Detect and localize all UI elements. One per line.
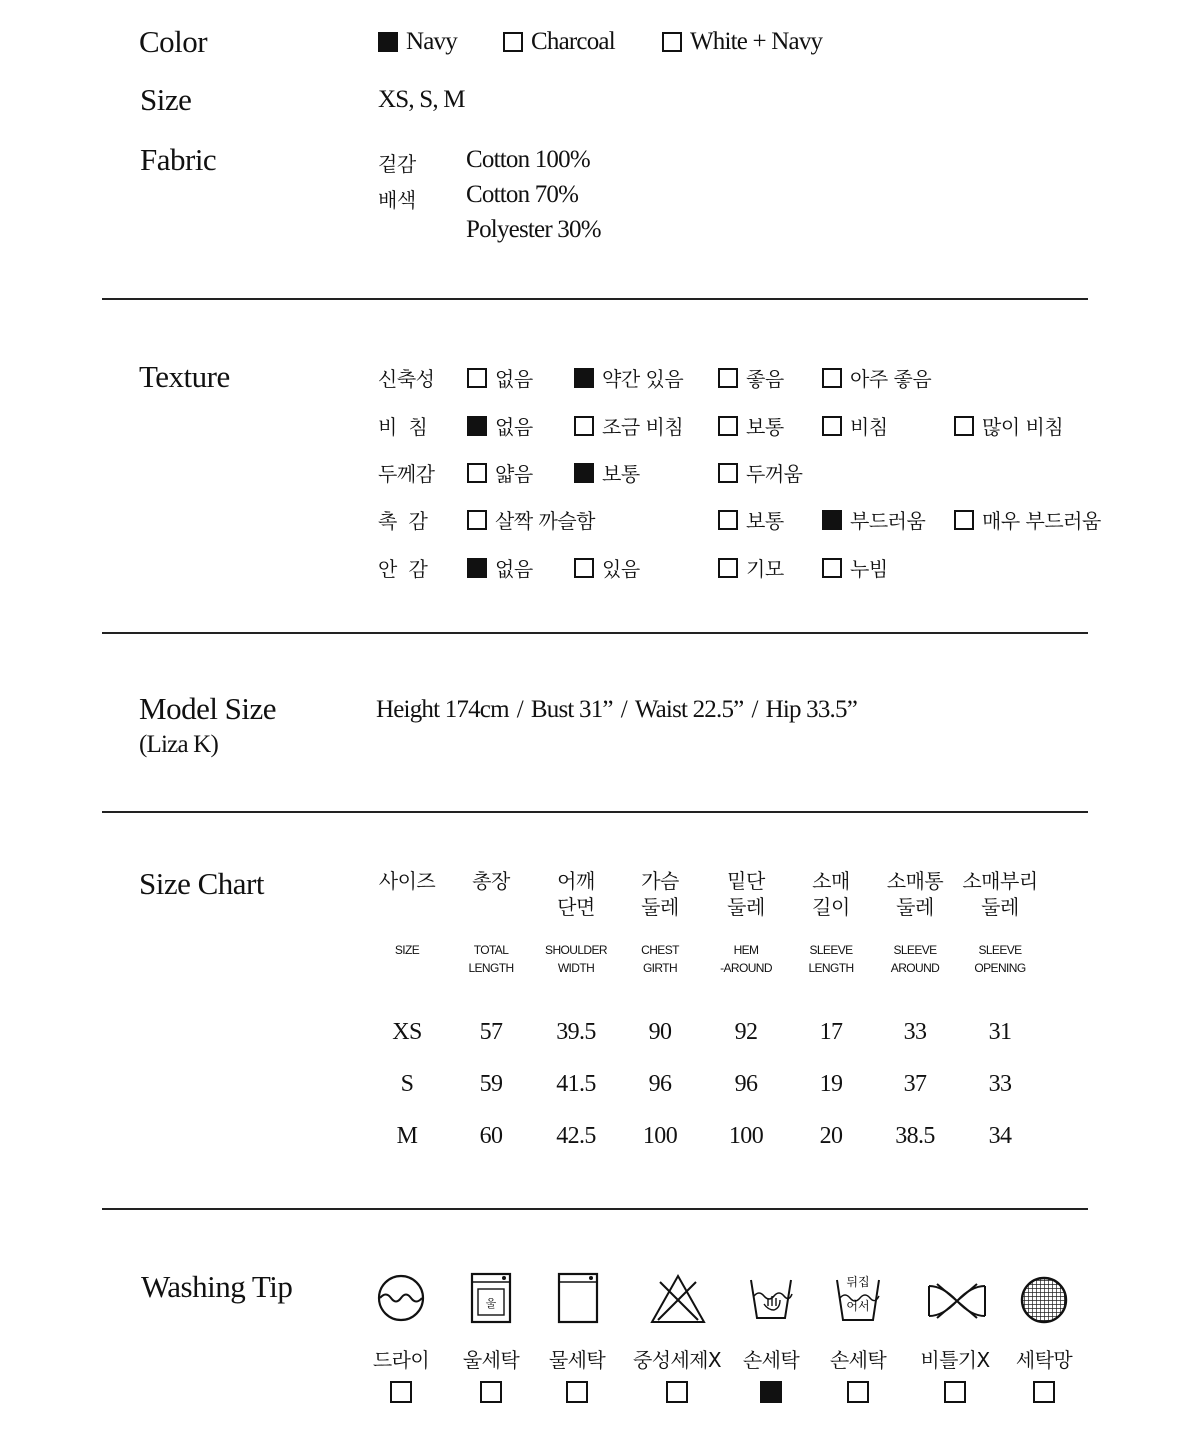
fabric-material: Polyester 30% [466, 216, 601, 243]
wool-icon-text: 울 [485, 1297, 497, 1310]
model-waist: Waist 22.5” [634, 696, 744, 723]
size-chart-header-kr: 소매부리 둘레 [962, 869, 1038, 919]
fabric-material: Cotton 100% [466, 146, 590, 173]
size-chart-cell: 39.5 [556, 1019, 596, 1045]
washing-tip-title: Washing Tip [141, 1269, 293, 1304]
washing-item-label: 손세탁 [829, 1348, 887, 1372]
hand-wash-inside-out-icon [834, 1272, 882, 1324]
texture-row-label-text: 비 침 [378, 415, 428, 439]
checkbox[interactable] [822, 416, 842, 436]
size-chart-cell: 20 [819, 1123, 843, 1149]
separator: / [751, 696, 758, 723]
size-chart-header-kr: 사이즈 [378, 869, 436, 893]
size-title: Size [140, 82, 192, 117]
texture-option-label: 매우 부드러움 [982, 509, 1101, 533]
checkbox[interactable] [954, 416, 974, 436]
size-chart-cell: 34 [988, 1123, 1012, 1149]
texture-row-label: 신축성 [378, 367, 435, 391]
wool-wash-icon [470, 1272, 512, 1324]
size-chart-cell: 92 [734, 1019, 758, 1045]
texture-row-label-text: 안 감 [378, 557, 428, 581]
size-chart-cell: 31 [988, 1019, 1012, 1045]
washing-item-label: 드라이 [372, 1348, 430, 1372]
checkbox[interactable] [574, 558, 594, 578]
washing-item-label: 중성세제X [633, 1348, 721, 1372]
texture-option-label: 없음 [495, 415, 533, 439]
texture-option-label: 많이 비침 [982, 415, 1064, 439]
size-chart-cell: 38.5 [895, 1123, 935, 1149]
size-chart-header-en: SLEEVE OPENING [974, 943, 1026, 975]
texture-option[interactable] [822, 553, 888, 582]
washing-checkbox[interactable] [666, 1381, 688, 1403]
texture-option[interactable] [467, 458, 533, 487]
size-chart-cell: XS [392, 1019, 422, 1045]
washing-checkbox-checked[interactable] [760, 1381, 782, 1403]
fabric-part: 배색 [378, 188, 416, 212]
washing-checkbox[interactable] [847, 1381, 869, 1403]
washing-checkbox[interactable] [1033, 1381, 1055, 1403]
color-option-charcoal[interactable] [503, 28, 615, 56]
size-chart-cell: S [400, 1071, 414, 1097]
texture-row-label-text: 촉 감 [378, 509, 428, 533]
texture-option[interactable] [574, 363, 683, 392]
checkbox[interactable] [574, 416, 594, 436]
section-divider [102, 811, 1088, 813]
texture-option[interactable] [718, 553, 784, 582]
separator: / [620, 696, 627, 723]
size-chart-cell: 17 [819, 1019, 843, 1045]
texture-option-label: 보통 [746, 415, 784, 439]
checkbox[interactable] [718, 558, 738, 578]
size-chart-cell: 100 [728, 1123, 764, 1149]
model-height: Height 174cm [376, 696, 509, 723]
texture-option[interactable] [718, 458, 802, 487]
checkbox[interactable] [467, 510, 487, 530]
texture-option-label: 조금 비침 [602, 415, 684, 439]
color-title: Color [139, 24, 208, 59]
texture-option[interactable] [954, 505, 1101, 534]
hand-wash-icon [748, 1276, 794, 1322]
size-chart-title: Size Chart [139, 866, 264, 901]
texture-option[interactable] [822, 363, 931, 392]
texture-option[interactable] [718, 505, 784, 534]
checkbox[interactable] [467, 368, 487, 388]
size-chart-cell: 37 [903, 1071, 927, 1097]
size-chart-header-en: SHOULDER WIDTH [545, 943, 607, 975]
texture-option-label: 부드러움 [850, 509, 926, 533]
washing-item-label: 손세탁 [742, 1348, 800, 1372]
size-chart-header-en: CHEST GIRTH [641, 943, 679, 975]
size-chart-header-kr: 밑단 둘레 [727, 869, 765, 919]
texture-option-label: 없음 [495, 557, 533, 581]
checkbox[interactable] [503, 32, 523, 52]
texture-option[interactable] [574, 553, 640, 582]
texture-option-label: 있음 [602, 557, 640, 581]
checkbox-checked[interactable] [467, 416, 487, 436]
checkbox[interactable] [718, 510, 738, 530]
texture-row-label [378, 411, 434, 440]
checkbox[interactable] [954, 510, 974, 530]
model-measurements [376, 696, 857, 724]
dry-clean-icon [377, 1274, 425, 1322]
checkbox[interactable] [718, 416, 738, 436]
size-chart-cell: 96 [648, 1071, 672, 1097]
texture-title: Texture [139, 359, 230, 394]
texture-row-label [378, 505, 427, 534]
size-chart-header-en: SLEEVE LENGTH [808, 943, 854, 975]
color-option-label: White + Navy [690, 28, 823, 55]
section-divider [102, 298, 1088, 300]
size-chart-header-kr: 소매통 둘레 [886, 869, 944, 919]
size-chart-header-en: TOTAL LENGTH [468, 943, 514, 975]
texture-option[interactable] [718, 411, 784, 440]
model-hip: Hip 33.5” [765, 696, 858, 723]
color-option-white-navy[interactable] [662, 28, 822, 56]
texture-row-label [378, 553, 427, 582]
texture-option-label: 약간 있음 [602, 367, 684, 391]
texture-option[interactable] [954, 411, 1063, 440]
texture-option-label: 얇음 [495, 462, 533, 486]
texture-option[interactable] [574, 411, 683, 440]
size-chart-cell: 96 [734, 1071, 758, 1097]
model-name: (Liza K) [139, 731, 218, 758]
size-chart-cell: M [396, 1123, 418, 1149]
texture-option-label: 기모 [746, 557, 784, 581]
fabric-material: Cotton 70% [466, 181, 579, 208]
size-chart-cell: 59 [479, 1071, 503, 1097]
texture-option-label: 비침 [850, 415, 888, 439]
size-chart-cell: 19 [819, 1071, 843, 1097]
washing-checkbox[interactable] [944, 1381, 966, 1403]
washing-item-label: 물세탁 [548, 1348, 606, 1372]
color-option-label: Navy [406, 28, 457, 55]
size-chart-cell: 33 [903, 1019, 927, 1045]
texture-option-label: 보통 [746, 509, 784, 533]
checkbox[interactable] [822, 368, 842, 388]
section-divider [102, 1208, 1088, 1210]
texture-option[interactable] [467, 553, 533, 582]
model-bust: Bust 31” [530, 696, 613, 723]
size-chart-header-kr: 소매 길이 [812, 869, 850, 919]
size-value: XS, S, M [378, 86, 465, 113]
size-chart-header-kr: 어깨 단면 [557, 869, 595, 919]
texture-option[interactable] [467, 363, 533, 392]
checkbox-checked[interactable] [822, 510, 842, 530]
separator: / [516, 696, 523, 723]
size-chart-cell: 42.5 [556, 1123, 596, 1149]
color-option-label: Charcoal [531, 28, 615, 55]
texture-option-label: 좋음 [746, 367, 784, 391]
checkbox-checked[interactable] [574, 368, 594, 388]
texture-option-label: 살짝 까슬함 [495, 509, 595, 533]
texture-option[interactable] [718, 363, 784, 392]
laundry-net-icon [1020, 1276, 1068, 1324]
texture-option-label: 보통 [602, 462, 640, 486]
size-chart-cell: 90 [648, 1019, 672, 1045]
texture-option[interactable] [822, 411, 888, 440]
checkbox-checked[interactable] [467, 558, 487, 578]
texture-option-label: 아주 좋음 [850, 367, 932, 391]
model-size-title: Model Size [139, 691, 277, 726]
washing-item-label: 세탁망 [1015, 1348, 1073, 1372]
size-chart-cell: 60 [479, 1123, 503, 1149]
checkbox[interactable] [662, 32, 682, 52]
washing-item-label: 비틀기X [920, 1348, 990, 1372]
size-chart-header-en: SLEEVE AROUND [890, 943, 940, 975]
washing-checkbox[interactable] [390, 1381, 412, 1403]
washing-item-label: 울세탁 [462, 1348, 520, 1372]
checkbox-checked[interactable] [574, 463, 594, 483]
size-chart-header-kr: 총장 [472, 869, 510, 893]
size-chart-header-en: HEM -AROUND [720, 943, 772, 975]
size-chart-cell: 57 [479, 1019, 503, 1045]
texture-option-label: 누빔 [850, 557, 888, 581]
checkbox[interactable] [718, 368, 738, 388]
texture-row-label: 두께감 [378, 462, 435, 486]
texture-option[interactable] [574, 458, 640, 487]
checkbox-checked[interactable] [378, 32, 398, 52]
inside-out-text: 어서 [846, 1299, 870, 1313]
no-bleach-icon [650, 1274, 706, 1324]
size-chart-cell: 100 [642, 1123, 678, 1149]
size-chart-header-kr: 가슴 둘레 [641, 869, 679, 919]
texture-option[interactable] [467, 411, 533, 440]
washing-checkbox[interactable] [480, 1381, 502, 1403]
water-wash-icon [557, 1272, 599, 1324]
texture-option[interactable] [822, 505, 925, 534]
checkbox[interactable] [718, 463, 738, 483]
size-chart-header-en: SIZE [394, 943, 420, 957]
fabric-part: 겉감 [378, 152, 416, 176]
washing-checkbox[interactable] [566, 1381, 588, 1403]
checkbox[interactable] [822, 558, 842, 578]
texture-option-label: 두꺼움 [746, 462, 803, 486]
size-chart-cell: 33 [988, 1071, 1012, 1097]
color-option-navy[interactable] [378, 28, 457, 56]
size-chart-cell: 41.5 [556, 1071, 596, 1097]
no-wring-icon [925, 1282, 989, 1320]
fabric-title: Fabric [140, 142, 217, 177]
section-divider [102, 632, 1088, 634]
inside-out-text: 뒤집 [846, 1275, 870, 1289]
texture-option-label: 없음 [495, 367, 533, 391]
checkbox[interactable] [467, 463, 487, 483]
texture-option[interactable] [467, 505, 595, 534]
